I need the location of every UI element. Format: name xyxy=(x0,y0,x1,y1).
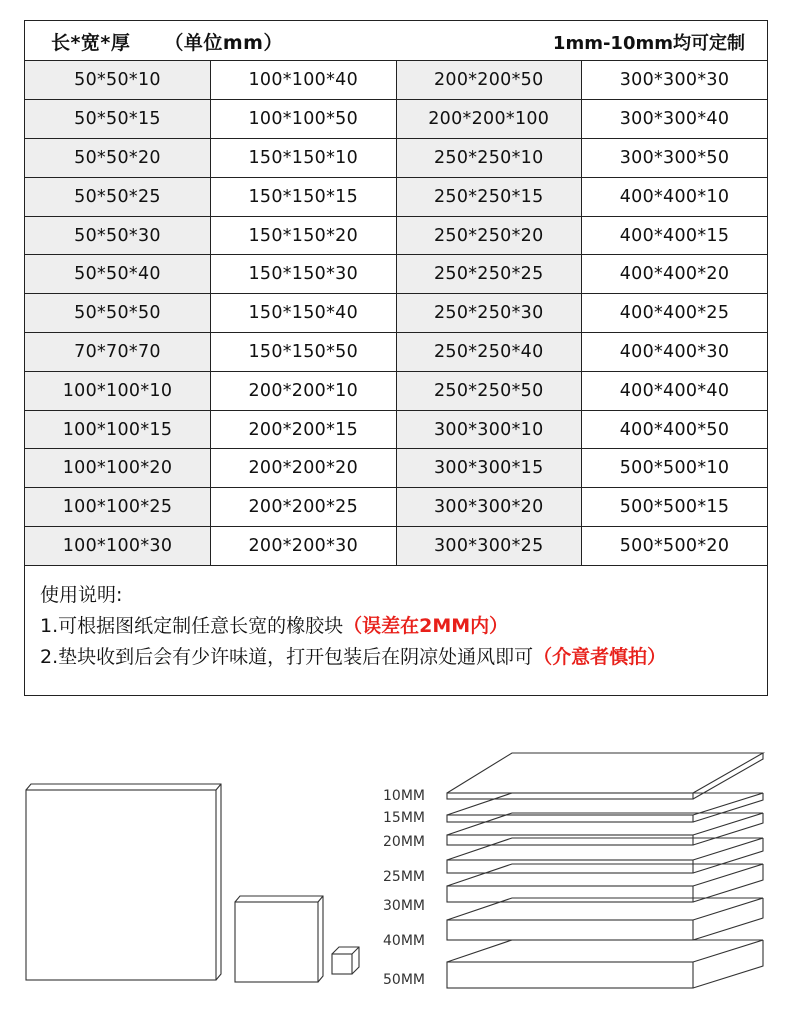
table-row xyxy=(25,527,767,566)
thickness-layer xyxy=(447,898,763,940)
size-cell: 50*50*30 xyxy=(25,216,211,255)
dimension-label: 长*宽*厚 xyxy=(51,32,131,54)
size-cell: 300*300*25 xyxy=(396,527,582,566)
size-cell: 200*200*50 xyxy=(396,61,582,100)
size-cell: 100*100*30 xyxy=(25,527,211,566)
notes-heading: 使用说明: xyxy=(40,583,123,606)
size-cell: 300*300*15 xyxy=(396,449,582,488)
table-row xyxy=(25,488,767,527)
table-row xyxy=(25,255,767,294)
size-cell: 100*100*50 xyxy=(211,100,397,139)
table-row xyxy=(25,100,767,139)
custom-note: 1mm-10mm均可定制 xyxy=(552,33,745,54)
table-row xyxy=(25,410,767,449)
medium-block-illustration xyxy=(235,896,323,982)
table-row xyxy=(25,371,767,410)
size-cell: 300*300*10 xyxy=(396,410,582,449)
size-cell: 50*50*50 xyxy=(25,294,211,333)
thickness-label: 50MM xyxy=(383,972,425,988)
size-cell: 250*250*20 xyxy=(396,216,582,255)
size-cell: 400*400*40 xyxy=(582,371,768,410)
size-cell: 400*400*20 xyxy=(582,255,768,294)
dimension-title xyxy=(51,28,283,55)
size-cell: 70*70*70 xyxy=(25,333,211,372)
size-cell: 250*250*50 xyxy=(396,371,582,410)
large-block-illustration xyxy=(26,784,221,980)
block-diagram xyxy=(0,740,790,1022)
thickness-label: 20MM xyxy=(383,834,425,850)
thickness-label: 40MM xyxy=(383,933,425,949)
usage-notes xyxy=(25,566,767,673)
table-row xyxy=(25,449,767,488)
note-line-1 xyxy=(40,611,767,642)
size-cell: 500*500*20 xyxy=(582,527,768,566)
size-cell: 50*50*25 xyxy=(25,177,211,216)
size-cell: 50*50*20 xyxy=(25,139,211,178)
thickness-layer xyxy=(447,940,763,988)
size-cell: 100*100*10 xyxy=(25,371,211,410)
size-cell: 300*300*50 xyxy=(582,139,768,178)
size-cell: 250*250*25 xyxy=(396,255,582,294)
size-cell: 100*100*25 xyxy=(25,488,211,527)
thickness-labels xyxy=(383,788,425,988)
size-cell: 100*100*20 xyxy=(25,449,211,488)
size-cell: 250*250*40 xyxy=(396,333,582,372)
size-spec-sheet xyxy=(24,20,768,696)
table-row xyxy=(25,139,767,178)
size-cell: 400*400*30 xyxy=(582,333,768,372)
size-cell: 400*400*50 xyxy=(582,410,768,449)
size-cell: 250*250*15 xyxy=(396,177,582,216)
table-row xyxy=(25,294,767,333)
size-cell: 150*150*30 xyxy=(211,255,397,294)
table-header xyxy=(25,21,767,61)
size-cell: 150*150*10 xyxy=(211,139,397,178)
size-cell: 400*400*15 xyxy=(582,216,768,255)
note-1-warning: （误差在2MM内） xyxy=(343,614,509,637)
table-row xyxy=(25,216,767,255)
size-cell: 150*150*40 xyxy=(211,294,397,333)
size-cell: 150*150*15 xyxy=(211,177,397,216)
note-1-text: 1.可根据图纸定制任意长宽的橡胶块 xyxy=(40,614,344,637)
size-cell: 200*200*30 xyxy=(211,527,397,566)
note-2-warning: （介意者慎拍） xyxy=(533,645,667,668)
thickness-label: 25MM xyxy=(383,869,425,885)
table-row xyxy=(25,333,767,372)
size-cell: 200*200*15 xyxy=(211,410,397,449)
size-cell: 200*200*10 xyxy=(211,371,397,410)
size-cell: 300*300*20 xyxy=(396,488,582,527)
unit-label: （单位mm） xyxy=(164,32,283,54)
size-cell: 500*500*15 xyxy=(582,488,768,527)
size-cell: 250*250*10 xyxy=(396,139,582,178)
size-cell: 50*50*40 xyxy=(25,255,211,294)
size-cell: 300*300*40 xyxy=(582,100,768,139)
size-cell: 200*200*20 xyxy=(211,449,397,488)
thickness-label: 15MM xyxy=(383,810,425,826)
size-cell: 200*200*100 xyxy=(396,100,582,139)
size-cell: 300*300*30 xyxy=(582,61,768,100)
size-cell: 150*150*50 xyxy=(211,333,397,372)
thickness-label: 10MM xyxy=(383,788,425,804)
thickness-layers xyxy=(447,753,763,988)
size-table xyxy=(25,61,767,566)
size-cell: 400*400*10 xyxy=(582,177,768,216)
note-2-text: 2.垫块收到后会有少许味道，打开包装后在阴凉处通风即可 xyxy=(40,645,534,668)
size-cell: 250*250*30 xyxy=(396,294,582,333)
table-row xyxy=(25,61,767,100)
thickness-label: 30MM xyxy=(383,898,425,914)
size-cell: 100*100*40 xyxy=(211,61,397,100)
size-cell: 500*500*10 xyxy=(582,449,768,488)
note-line-2 xyxy=(40,642,767,673)
size-cell: 100*100*15 xyxy=(25,410,211,449)
size-cell: 400*400*25 xyxy=(582,294,768,333)
size-cell: 50*50*15 xyxy=(25,100,211,139)
table-row xyxy=(25,177,767,216)
thickness-layer xyxy=(447,753,763,799)
small-cube-illustration xyxy=(332,947,359,974)
size-cell: 200*200*25 xyxy=(211,488,397,527)
size-cell: 50*50*10 xyxy=(25,61,211,100)
size-cell: 150*150*20 xyxy=(211,216,397,255)
